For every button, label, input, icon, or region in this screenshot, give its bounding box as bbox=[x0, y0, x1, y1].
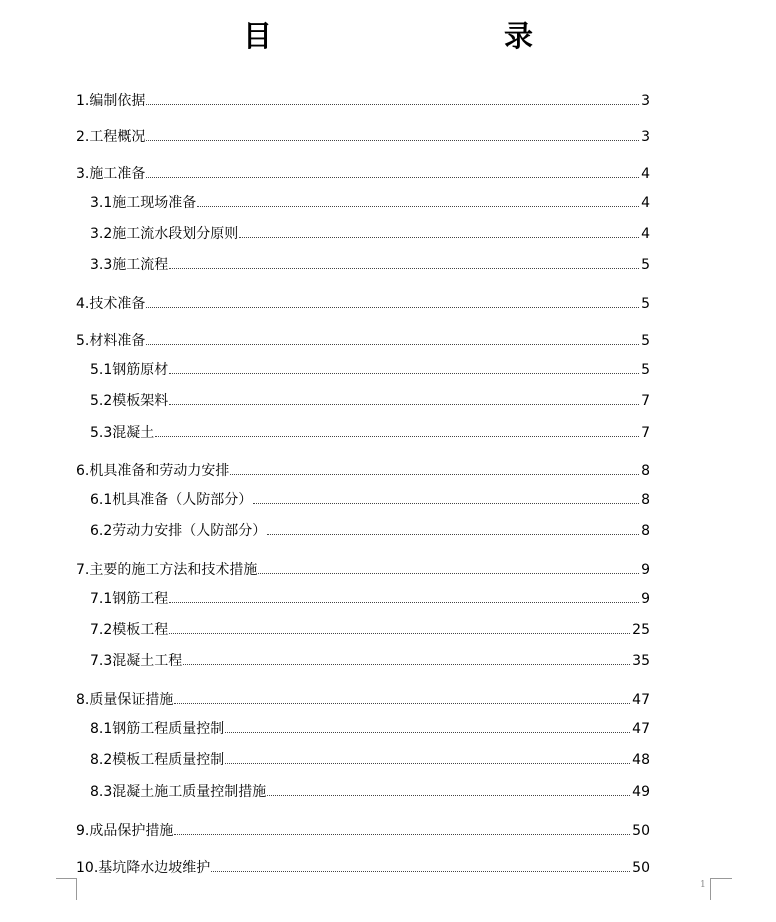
toc-entry-page: 49 bbox=[632, 784, 650, 800]
crop-mark-left-vertical bbox=[76, 878, 77, 900]
toc-dot-leader bbox=[197, 205, 639, 207]
toc-entry[interactable] bbox=[76, 818, 650, 840]
toc-entry-label: 3.3施工流程 bbox=[90, 257, 169, 273]
toc-entry-label: 7.2模板工程 bbox=[90, 622, 169, 638]
toc-entry-page: 9 bbox=[641, 562, 650, 578]
toc-entry-page: 3 bbox=[641, 93, 650, 109]
toc-entry-page: 47 bbox=[632, 692, 650, 708]
toc-entry[interactable] bbox=[76, 328, 650, 350]
toc-dot-leader bbox=[174, 702, 630, 704]
toc-dot-leader bbox=[169, 601, 639, 603]
toc-entry-page: 5 bbox=[641, 257, 650, 273]
toc-dot-leader bbox=[267, 533, 639, 535]
toc-entry[interactable] bbox=[90, 420, 650, 442]
toc-entry-label: 3.1施工现场准备 bbox=[90, 195, 197, 211]
toc-entry[interactable] bbox=[90, 716, 650, 738]
crop-mark-right-vertical bbox=[710, 878, 711, 900]
toc-entry-page: 4 bbox=[641, 226, 650, 242]
toc-entry-page: 9 bbox=[641, 591, 650, 607]
toc-entry[interactable] bbox=[90, 190, 650, 212]
toc-entry-label: 10.基坑降水边坡维护 bbox=[76, 860, 211, 876]
toc-entry-label: 5.3混凝土 bbox=[90, 425, 155, 441]
toc-entry[interactable] bbox=[90, 252, 650, 274]
toc-entry-label: 7.主要的施工方法和技术措施 bbox=[76, 562, 258, 578]
toc-entry[interactable] bbox=[90, 648, 650, 670]
toc-entry[interactable] bbox=[90, 747, 650, 769]
toc-dot-leader bbox=[146, 103, 639, 105]
toc-entry-page: 35 bbox=[632, 653, 650, 669]
toc-entry-label: 8.1钢筋工程质量控制 bbox=[90, 721, 225, 737]
toc-entry-page: 8 bbox=[641, 492, 650, 508]
toc-entry-page: 8 bbox=[641, 463, 650, 479]
toc-dot-leader bbox=[230, 473, 639, 475]
toc-entry-label: 3.2施工流水段划分原则 bbox=[90, 226, 239, 242]
toc-dot-leader bbox=[169, 632, 630, 634]
toc-entry-page: 5 bbox=[641, 333, 650, 349]
toc-entry-label: 8.3混凝土施工质量控制措施 bbox=[90, 784, 267, 800]
crop-mark-left bbox=[56, 878, 76, 879]
toc-dot-leader bbox=[253, 502, 639, 504]
toc-dot-leader bbox=[146, 343, 639, 345]
toc-entry[interactable] bbox=[76, 161, 650, 183]
toc-entry-label: 6.2劳动力安排（人防部分） bbox=[90, 523, 267, 539]
toc-entry-page: 3 bbox=[641, 129, 650, 145]
toc-entry-page: 4 bbox=[641, 166, 650, 182]
toc-entry-label: 5.材料准备 bbox=[76, 333, 146, 349]
toc-dot-leader bbox=[267, 794, 630, 796]
toc-dot-leader bbox=[174, 833, 630, 835]
toc-entry-label: 9.成品保护措施 bbox=[76, 823, 174, 839]
toc-dot-leader bbox=[169, 403, 639, 405]
toc-dot-leader bbox=[239, 236, 639, 238]
toc-entry[interactable] bbox=[76, 458, 650, 480]
toc-entry[interactable] bbox=[90, 487, 650, 509]
toc-dot-leader bbox=[225, 731, 630, 733]
toc-entry-label: 4.技术准备 bbox=[76, 296, 146, 312]
toc-entry[interactable] bbox=[90, 586, 650, 608]
page-title: 目 录 bbox=[242, 19, 591, 53]
toc-dot-leader bbox=[225, 762, 630, 764]
toc-entry-label: 1.编制依据 bbox=[76, 93, 146, 109]
toc-entry-label: 7.1钢筋工程 bbox=[90, 591, 169, 607]
toc-dot-leader bbox=[183, 663, 630, 665]
toc-entry[interactable] bbox=[76, 124, 650, 146]
toc-entry[interactable] bbox=[76, 687, 650, 709]
toc-entry-label: 5.1钢筋原材 bbox=[90, 362, 169, 378]
toc-entry[interactable] bbox=[90, 779, 650, 801]
toc-entry[interactable] bbox=[76, 557, 650, 579]
toc-entry[interactable] bbox=[90, 617, 650, 639]
toc-dot-leader bbox=[146, 306, 639, 308]
toc-dot-leader bbox=[155, 435, 639, 437]
toc-entry[interactable] bbox=[90, 221, 650, 243]
toc-entry-page: 8 bbox=[641, 523, 650, 539]
toc-entry-label: 8.2模板工程质量控制 bbox=[90, 752, 225, 768]
toc-dot-leader bbox=[169, 372, 639, 374]
toc-entry-label: 6.1机具准备（人防部分） bbox=[90, 492, 253, 508]
toc-entry-label: 5.2模板架料 bbox=[90, 393, 169, 409]
toc-entry[interactable] bbox=[76, 88, 650, 110]
toc-dot-leader bbox=[146, 176, 639, 178]
toc-entry-page: 7 bbox=[641, 393, 650, 409]
toc-entry-page: 7 bbox=[641, 425, 650, 441]
crop-mark-right bbox=[710, 878, 732, 879]
toc-entry-page: 50 bbox=[632, 860, 650, 876]
toc-entry-page: 47 bbox=[632, 721, 650, 737]
toc-entry[interactable] bbox=[90, 388, 650, 410]
page-number: 1 bbox=[700, 880, 706, 890]
toc-entry[interactable] bbox=[76, 855, 650, 877]
toc-entry-page: 4 bbox=[641, 195, 650, 211]
toc-entry-label: 7.3混凝土工程 bbox=[90, 653, 183, 669]
toc-entry-label: 3.施工准备 bbox=[76, 166, 146, 182]
toc-dot-leader bbox=[258, 572, 639, 574]
toc-entry-page: 5 bbox=[641, 362, 650, 378]
toc-entry-label: 2.工程概况 bbox=[76, 129, 146, 145]
toc-entry-label: 8.质量保证措施 bbox=[76, 692, 174, 708]
toc-entry-page: 50 bbox=[632, 823, 650, 839]
toc-dot-leader bbox=[211, 870, 630, 872]
toc-dot-leader bbox=[169, 267, 639, 269]
toc-entry-page: 25 bbox=[632, 622, 650, 638]
toc-entry[interactable] bbox=[76, 291, 650, 313]
toc-dot-leader bbox=[146, 139, 639, 141]
toc-entry-page: 48 bbox=[632, 752, 650, 768]
toc-entry[interactable] bbox=[90, 357, 650, 379]
toc-entry[interactable] bbox=[90, 518, 650, 540]
toc-entry-label: 6.机具准备和劳动力安排 bbox=[76, 463, 230, 479]
toc-entry-page: 5 bbox=[641, 296, 650, 312]
